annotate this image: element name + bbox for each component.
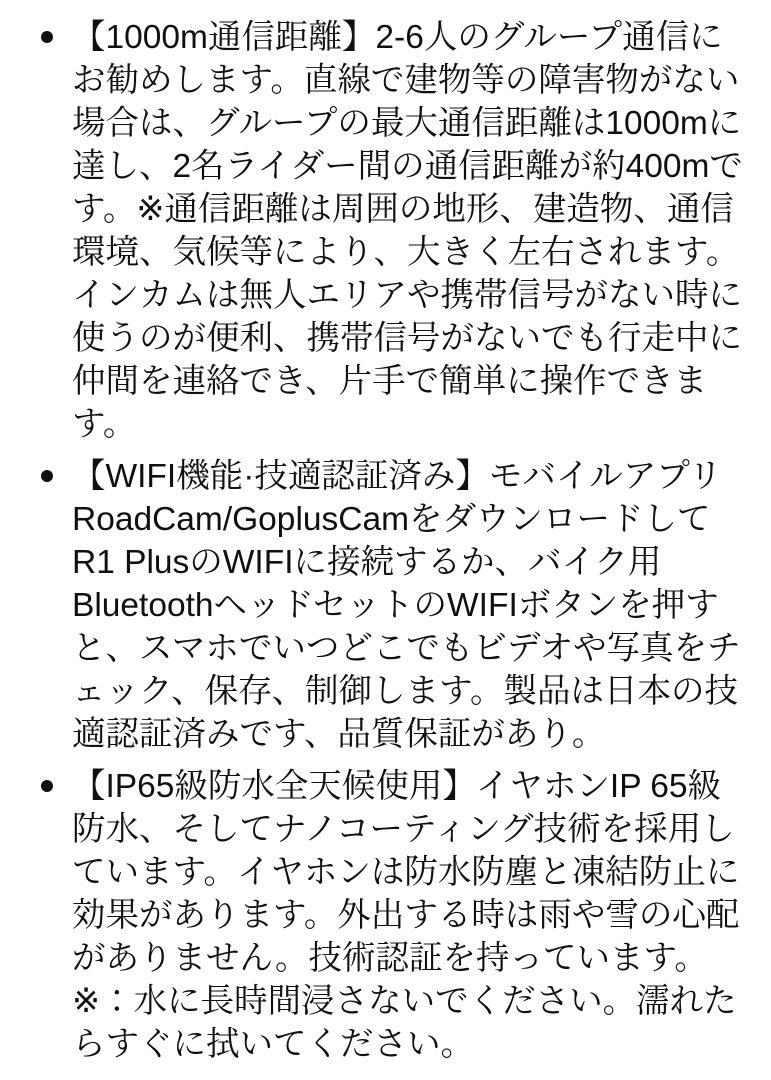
bullet-text-wifi-certification: 【WIFI機能·技適認証済み】モバイルアプリRoadCam/GoplusCamをダウンロードしてR1 PlusのWIFIに接続するか、バイク用BluetoothヘッドセットのWIFIボタンを押すと、スマホでいつどこでもビデオや写真をチェック、保存、制御します。製品は日本の技適認証済みです、品質保証があり。 — [72, 458, 741, 753]
bullet-item-wifi-certification — [72, 455, 746, 756]
bullet-icon — [41, 780, 53, 792]
bullet-text-communication-range: 【1000m通信距離】2-6人のグループ通信にお勧めします。直線で建物等の障害物がない場合は、グループの最大通信距離は1000mに達し、2名ライダー間の通信距離が約400mです。※通信距離は周囲の地形、建造物、通信環境、気候等により、大きく左右されます。インカムは無人エリアや携帯信号がない時に使うのが便利、携帯信号がないでも行走中に仲間を連絡でき、片手で簡単に操作できます。 — [72, 19, 743, 443]
bullet-icon — [41, 470, 53, 482]
bullet-icon — [41, 31, 53, 43]
bullet-item-communication-range — [72, 16, 746, 446]
bullet-item-waterproof — [72, 765, 746, 1066]
bullet-text-waterproof: 【IP65級防水全天候使用】イヤホンIP 65級防水、そしてナノコーティング技術を採用しています。イヤホンは防水防塵と凍結防止に効果があります。外出する時は雨や雪の心配がありません。技術認証を持っています。※：水に長時間浸さないでください。濡れたらすぐに拭いてください。 — [72, 768, 740, 1063]
